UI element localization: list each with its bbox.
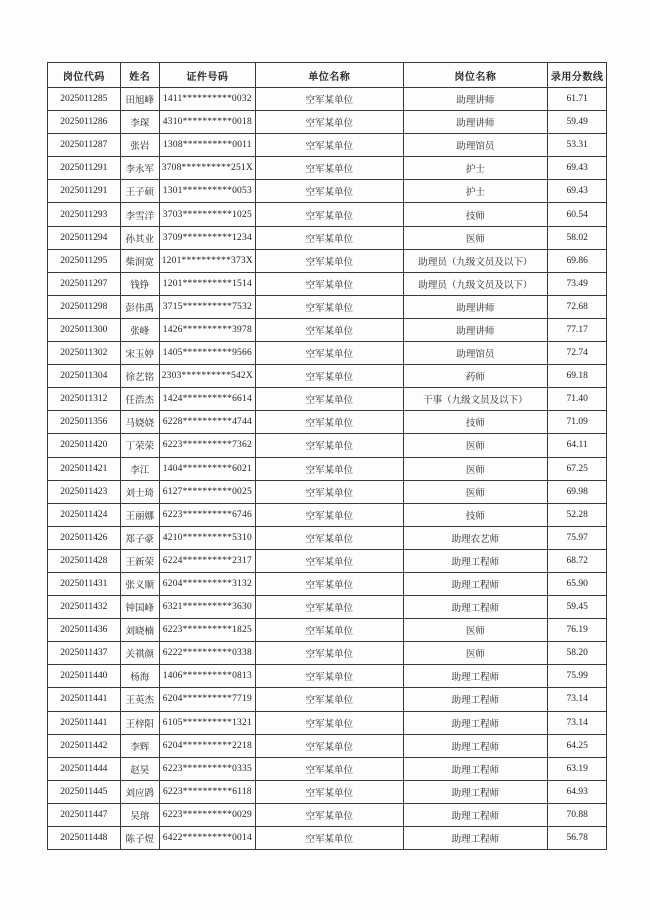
cell-name: 刘晓楠 (120, 619, 159, 642)
cell-name: 宋玉婷 (120, 342, 159, 365)
cell-unit-name: 空军某单位 (255, 203, 403, 226)
cell-position-code: 2025011428 (48, 549, 121, 572)
cell-id-number: 6105**********1321 (159, 711, 255, 734)
cell-position-name: 护士 (403, 180, 548, 203)
cell-unit-name: 空军某单位 (255, 572, 403, 595)
cell-name: 张峰 (120, 318, 159, 341)
cell-unit-name: 空军某单位 (255, 549, 403, 572)
table-row (48, 480, 607, 503)
cell-position-code: 2025011294 (48, 226, 121, 249)
header-unit-name: 单位名称 (255, 63, 403, 88)
header-score-line: 录用分数线 (548, 63, 607, 88)
cell-position-name: 助理工程师 (403, 711, 548, 734)
cell-score-line: 70.88 (548, 803, 607, 826)
cell-score-line: 75.97 (548, 526, 607, 549)
cell-unit-name: 空军某单位 (255, 318, 403, 341)
cell-unit-name: 空军某单位 (255, 457, 403, 480)
cell-position-code: 2025011286 (48, 111, 121, 134)
cell-position-name: 助理工程师 (403, 665, 548, 688)
cell-id-number: 6127**********0025 (159, 480, 255, 503)
cell-position-name: 医师 (403, 619, 548, 642)
cell-position-code: 2025011440 (48, 665, 121, 688)
cell-position-name: 医师 (403, 434, 548, 457)
cell-position-code: 2025011436 (48, 619, 121, 642)
cell-id-number: 3708**********251X (159, 157, 255, 180)
cell-id-number: 6223**********6746 (159, 503, 255, 526)
cell-position-code: 2025011295 (48, 249, 121, 272)
table-row (48, 526, 607, 549)
cell-position-code: 2025011441 (48, 711, 121, 734)
table-row (48, 157, 607, 180)
cell-unit-name: 空军某单位 (255, 295, 403, 318)
cell-position-code: 2025011298 (48, 295, 121, 318)
cell-position-code: 2025011445 (48, 780, 121, 803)
cell-id-number: 6224**********2317 (159, 549, 255, 572)
cell-position-name: 干事（九级文员及以下） (403, 388, 548, 411)
cell-name: 柴润宽 (120, 249, 159, 272)
cell-id-number: 3715**********7532 (159, 295, 255, 318)
cell-name: 关祺颜 (120, 642, 159, 665)
cell-name: 李雪洋 (120, 203, 159, 226)
cell-position-name: 助理工程师 (403, 549, 548, 572)
table-row (48, 388, 607, 411)
cell-id-number: 4310**********0018 (159, 111, 255, 134)
cell-name: 杨海 (120, 665, 159, 688)
cell-score-line: 58.02 (548, 226, 607, 249)
cell-unit-name: 空军某单位 (255, 411, 403, 434)
cell-id-number: 6228**********4744 (159, 411, 255, 434)
cell-position-name: 助理员（九级文员及以下） (403, 249, 548, 272)
cell-position-name: 医师 (403, 480, 548, 503)
cell-position-name: 助理工程师 (403, 596, 548, 619)
table-row (48, 757, 607, 780)
cell-unit-name: 空军某单位 (255, 526, 403, 549)
cell-id-number: 6222**********0338 (159, 642, 255, 665)
cell-position-name: 助理工程师 (403, 803, 548, 826)
table-row (48, 803, 607, 826)
cell-score-line: 67.25 (548, 457, 607, 480)
cell-name: 赵昊 (120, 757, 159, 780)
cell-position-code: 2025011426 (48, 526, 121, 549)
cell-id-number: 1201**********1514 (159, 272, 255, 295)
cell-unit-name: 空军某单位 (255, 711, 403, 734)
table-row (48, 318, 607, 341)
table-row (48, 111, 607, 134)
cell-id-number: 6223**********0029 (159, 803, 255, 826)
cell-position-code: 2025011447 (48, 803, 121, 826)
cell-unit-name: 空军某单位 (255, 342, 403, 365)
cell-position-code: 2025011442 (48, 734, 121, 757)
cell-id-number: 6321**********3630 (159, 596, 255, 619)
cell-position-name: 助理农艺师 (403, 526, 548, 549)
cell-position-name: 护士 (403, 157, 548, 180)
cell-position-code: 2025011285 (48, 88, 121, 111)
cell-unit-name: 空军某单位 (255, 757, 403, 780)
cell-id-number: 4210**********5310 (159, 526, 255, 549)
cell-id-number: 1406**********0813 (159, 665, 255, 688)
cell-position-name: 助理工程师 (403, 827, 548, 850)
cell-position-name: 助理讲师 (403, 88, 548, 111)
cell-id-number: 1405**********9566 (159, 342, 255, 365)
cell-position-name: 医师 (403, 642, 548, 665)
cell-name: 田旭峰 (120, 88, 159, 111)
cell-position-code: 2025011293 (48, 203, 121, 226)
cell-name: 丁荣荣 (120, 434, 159, 457)
cell-position-code: 2025011424 (48, 503, 121, 526)
cell-score-line: 69.43 (548, 157, 607, 180)
cell-unit-name: 空军某单位 (255, 388, 403, 411)
admission-score-table (47, 62, 607, 850)
cell-score-line: 76.19 (548, 619, 607, 642)
cell-unit-name: 空军某单位 (255, 434, 403, 457)
table-row (48, 549, 607, 572)
cell-position-name: 助理馆员 (403, 134, 548, 157)
cell-name: 王英杰 (120, 688, 159, 711)
cell-id-number: 3703**********1025 (159, 203, 255, 226)
cell-position-name: 助理讲师 (403, 295, 548, 318)
cell-name: 任浩杰 (120, 388, 159, 411)
table-row (48, 365, 607, 388)
table-row (48, 642, 607, 665)
cell-id-number: 6422**********0014 (159, 827, 255, 850)
cell-position-code: 2025011302 (48, 342, 121, 365)
cell-position-name: 助理讲师 (403, 318, 548, 341)
table-row (48, 134, 607, 157)
cell-unit-name: 空军某单位 (255, 596, 403, 619)
cell-position-name: 助理讲师 (403, 111, 548, 134)
cell-id-number: 6223**********6118 (159, 780, 255, 803)
cell-id-number: 3709**********1234 (159, 226, 255, 249)
table-row (48, 572, 607, 595)
cell-score-line: 63.19 (548, 757, 607, 780)
cell-score-line: 65.90 (548, 572, 607, 595)
cell-position-name: 助理工程师 (403, 757, 548, 780)
cell-position-code: 2025011432 (48, 596, 121, 619)
cell-position-code: 2025011287 (48, 134, 121, 157)
cell-name: 王丽娜 (120, 503, 159, 526)
cell-score-line: 71.09 (548, 411, 607, 434)
cell-position-code: 2025011300 (48, 318, 121, 341)
cell-position-code: 2025011437 (48, 642, 121, 665)
cell-id-number: 1426**********3978 (159, 318, 255, 341)
table-row (48, 827, 607, 850)
cell-unit-name: 空军某单位 (255, 642, 403, 665)
cell-position-code: 2025011297 (48, 272, 121, 295)
cell-unit-name: 空军某单位 (255, 665, 403, 688)
table-row (48, 295, 607, 318)
table-row (48, 180, 607, 203)
cell-position-code: 2025011304 (48, 365, 121, 388)
cell-score-line: 64.93 (548, 780, 607, 803)
cell-position-code: 2025011431 (48, 572, 121, 595)
header-position-name: 岗位名称 (403, 63, 548, 88)
cell-unit-name: 空军某单位 (255, 134, 403, 157)
table-row (48, 88, 607, 111)
cell-position-code: 2025011291 (48, 157, 121, 180)
cell-score-line: 53.31 (548, 134, 607, 157)
cell-name: 陈子煜 (120, 827, 159, 850)
cell-unit-name: 空军某单位 (255, 688, 403, 711)
cell-position-code: 2025011448 (48, 827, 121, 850)
header-name: 姓名 (120, 63, 159, 88)
cell-score-line: 77.17 (548, 318, 607, 341)
cell-score-line: 71.40 (548, 388, 607, 411)
cell-id-number: 2303**********542X (159, 365, 255, 388)
cell-id-number: 1424**********6614 (159, 388, 255, 411)
cell-position-code: 2025011423 (48, 480, 121, 503)
cell-position-name: 技师 (403, 203, 548, 226)
cell-position-name: 助理工程师 (403, 734, 548, 757)
cell-score-line: 73.14 (548, 711, 607, 734)
cell-unit-name: 空军某单位 (255, 480, 403, 503)
cell-name: 马娆娆 (120, 411, 159, 434)
cell-name: 王梓阳 (120, 711, 159, 734)
cell-unit-name: 空军某单位 (255, 619, 403, 642)
cell-unit-name: 空军某单位 (255, 734, 403, 757)
table-row (48, 434, 607, 457)
cell-unit-name: 空军某单位 (255, 157, 403, 180)
cell-position-code: 2025011291 (48, 180, 121, 203)
cell-unit-name: 空军某单位 (255, 88, 403, 111)
cell-name: 李辉 (120, 734, 159, 757)
cell-name: 吴瑢 (120, 803, 159, 826)
cell-score-line: 73.14 (548, 688, 607, 711)
cell-score-line: 52.28 (548, 503, 607, 526)
cell-position-name: 助理工程师 (403, 780, 548, 803)
table-row (48, 249, 607, 272)
cell-name: 钱铮 (120, 272, 159, 295)
cell-score-line: 72.68 (548, 295, 607, 318)
cell-unit-name: 空军某单位 (255, 365, 403, 388)
cell-name: 张岩 (120, 134, 159, 157)
table-row (48, 711, 607, 734)
cell-name: 王子硕 (120, 180, 159, 203)
cell-position-name: 助理馆员 (403, 342, 548, 365)
cell-name: 李江 (120, 457, 159, 480)
table-row (48, 688, 607, 711)
table-row (48, 596, 607, 619)
table-header-row (48, 63, 607, 88)
cell-name: 王新荣 (120, 549, 159, 572)
cell-unit-name: 空军某单位 (255, 803, 403, 826)
table-row (48, 411, 607, 434)
cell-position-name: 医师 (403, 457, 548, 480)
cell-position-name: 助理工程师 (403, 688, 548, 711)
cell-name: 李琛 (120, 111, 159, 134)
cell-score-line: 64.11 (548, 434, 607, 457)
cell-score-line: 58.20 (548, 642, 607, 665)
cell-name: 刘应鹍 (120, 780, 159, 803)
cell-unit-name: 空军某单位 (255, 249, 403, 272)
cell-name: 徐艺铭 (120, 365, 159, 388)
cell-id-number: 1201**********373X (159, 249, 255, 272)
cell-unit-name: 空军某单位 (255, 272, 403, 295)
cell-position-code: 2025011420 (48, 434, 121, 457)
cell-score-line: 61.71 (548, 88, 607, 111)
cell-score-line: 75.99 (548, 665, 607, 688)
cell-unit-name: 空军某单位 (255, 111, 403, 134)
cell-unit-name: 空军某单位 (255, 827, 403, 850)
cell-name: 彭伟禹 (120, 295, 159, 318)
cell-id-number: 1411**********0032 (159, 88, 255, 111)
table-row (48, 734, 607, 757)
header-position-code: 岗位代码 (48, 63, 121, 88)
cell-position-code: 2025011312 (48, 388, 121, 411)
cell-id-number: 6223**********1825 (159, 619, 255, 642)
cell-position-code: 2025011444 (48, 757, 121, 780)
cell-name: 郑子豪 (120, 526, 159, 549)
table-row (48, 226, 607, 249)
cell-score-line: 72.74 (548, 342, 607, 365)
cell-id-number: 6204**********2218 (159, 734, 255, 757)
cell-id-number: 6223**********7362 (159, 434, 255, 457)
cell-id-number: 1301**********0053 (159, 180, 255, 203)
table-row (48, 665, 607, 688)
cell-score-line: 69.43 (548, 180, 607, 203)
cell-position-name: 医师 (403, 226, 548, 249)
table-row (48, 457, 607, 480)
cell-name: 孙其业 (120, 226, 159, 249)
table-row (48, 780, 607, 803)
cell-id-number: 1308**********0011 (159, 134, 255, 157)
cell-name: 钟国峰 (120, 596, 159, 619)
table-row (48, 272, 607, 295)
cell-id-number: 6204**********3132 (159, 572, 255, 595)
cell-position-code: 2025011421 (48, 457, 121, 480)
cell-position-code: 2025011441 (48, 688, 121, 711)
table-body (48, 88, 607, 850)
cell-position-name: 助理员（九级文员及以下） (403, 272, 548, 295)
table-row (48, 203, 607, 226)
cell-name: 刘士琦 (120, 480, 159, 503)
cell-position-name: 技师 (403, 503, 548, 526)
cell-position-name: 药师 (403, 365, 548, 388)
cell-score-line: 69.18 (548, 365, 607, 388)
cell-unit-name: 空军某单位 (255, 780, 403, 803)
cell-id-number: 6204**********7719 (159, 688, 255, 711)
cell-score-line: 68.72 (548, 549, 607, 572)
table-row (48, 342, 607, 365)
cell-name: 李永军 (120, 157, 159, 180)
cell-position-name: 技师 (403, 411, 548, 434)
cell-position-name: 助理工程师 (403, 572, 548, 595)
cell-position-code: 2025011356 (48, 411, 121, 434)
cell-unit-name: 空军某单位 (255, 503, 403, 526)
table-row (48, 619, 607, 642)
cell-score-line: 56.78 (548, 827, 607, 850)
cell-score-line: 69.86 (548, 249, 607, 272)
cell-unit-name: 空军某单位 (255, 180, 403, 203)
cell-score-line: 69.98 (548, 480, 607, 503)
cell-score-line: 60.54 (548, 203, 607, 226)
cell-id-number: 6223**********0335 (159, 757, 255, 780)
table-row (48, 503, 607, 526)
cell-name: 张义顺 (120, 572, 159, 595)
header-id-number: 证件号码 (159, 63, 255, 88)
cell-score-line: 59.45 (548, 596, 607, 619)
cell-score-line: 59.49 (548, 111, 607, 134)
cell-score-line: 73.49 (548, 272, 607, 295)
cell-id-number: 1404**********6021 (159, 457, 255, 480)
cell-unit-name: 空军某单位 (255, 226, 403, 249)
cell-score-line: 64.25 (548, 734, 607, 757)
